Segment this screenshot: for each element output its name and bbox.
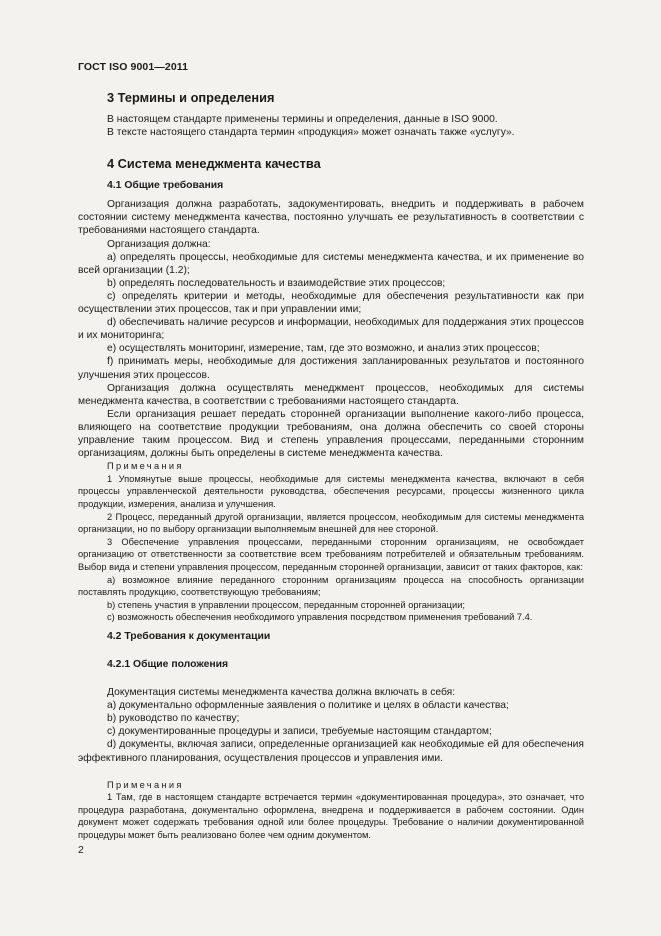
- paragraph: Организация должна разработать, задокументировать, внедрить и поддерживать в рабочем состоянии систему менеджмента качества, постоянно улучшать ее результативность в соответствии с требованиями настоящего стандарта.: [78, 199, 584, 237]
- section-4-2-title: 4.2 Требования к документации: [107, 630, 271, 642]
- note: 1 Упомянутые выше процессы, необходимые для системы менеджмента качества, включают в себя процессы управленческой деятельности руководства, обеспечения ресурсами, процессы жизненного цикла продукции, измерения, анализа и улучшения.: [78, 473, 584, 509]
- list-item: c) определять критерии и методы, необходимые для обеспечения результативности как при осуществлении этих процессов, так и при управлении ими;: [78, 290, 584, 316]
- note: 1 Там, где в настоящем стандарте встречается термин «документированная процедура», это означает, что процедура разработана, документально оформлена, внедрена и поддерживается в рабочем состоянии. Один документ может содержать требования одной или более процедуры. Требование о наличии документированной процедуры может быть реализовано более чем одним документом.: [78, 792, 584, 840]
- note-list-item: b) степень участия в управлении процессом, переданным сторонней организации;: [107, 599, 465, 610]
- section-4-1-title: 4.1 Общие требования: [107, 180, 224, 192]
- document-body: [78, 90, 584, 842]
- paragraph: В тексте настоящего стандарта термин «продукция» может означать также «услугу».: [107, 127, 515, 139]
- note: 2 Процесс, переданный другой организации, является процессом, необходимым для системы менеджмента организации, но по выбору организации выполняемым внешней для нее стороной.: [78, 511, 584, 535]
- paragraph: Организация должна:: [107, 238, 211, 250]
- section-4-2-1-title: 4.2.1 Общие положения: [107, 658, 229, 670]
- note: 3 Обеспечение управления процессами, переданными сторонним организациям, не освобождает организацию от ответственности за соответствие всем требованиям потребителей и обязательным требованиям. Выбор вида и степени управления процессом, переданным сторонней организации, зависит от таких факторов, как:: [78, 536, 584, 572]
- list-item: d) обеспечивать наличие ресурсов и информации, необходимых для поддержания этих процессов и их мониторинга;: [78, 317, 584, 342]
- page-number: 2: [78, 844, 84, 856]
- paragraph: В настоящем стандарте применены термины и определения, данные в ISO 9000.: [107, 114, 498, 125]
- section-3-title: 3 Термины и определения: [107, 90, 275, 105]
- list-item: e) осуществлять мониторинг, измерение, там, где это возможно, и анализ этих процессов;: [107, 343, 540, 355]
- paragraph: Организация должна осуществлять менеджмент процессов, необходимых для системы менеджмента качества, в соответствии с требованиями настоящего стандарта.: [78, 382, 584, 407]
- list-item: b) руководство по качеству;: [107, 713, 240, 725]
- notes-label: Примечания: [107, 779, 184, 790]
- list-item: c) документированные процедуры и записи, требуемые настоящим стандартом;: [107, 726, 492, 738]
- note-list-item: a) возможное влияние переданного сторонним организациям процесса на способность организации поставлять продукцию, соответствующую требованиям;: [78, 574, 584, 598]
- notes-label: Примечания: [107, 461, 184, 472]
- list-item: a) документально оформленные заявления о политике и целях в области качества;: [107, 700, 509, 712]
- note-list-item: c) возможность обеспечения необходимого управления посредством применения требований 7.4.: [107, 612, 533, 623]
- list-item: b) определять последовательность и взаимодействие этих процессов;: [107, 277, 446, 289]
- list-item: d) документы, включая записи, определенные организацией как необходимые ей для обеспечения эффективного планирования, осуществления процессов и управления ими.: [78, 739, 584, 764]
- list-item: a) определять процессы, необходимые для системы менеджмента качества, и их применение во всей организации (1.2);: [78, 251, 584, 276]
- paragraph: Если организация решает передать сторонней организации выполнение какого-либо процесса, влияющего на соответствие продукции требованиям, она должна обеспечить со своей стороны управление таким процессом. Вид и степень управления процессами, переданными сторонним организациям, должны быть определены в системе менеджмента качества.: [78, 408, 584, 460]
- section-4-title: 4 Система менеджмента качества: [107, 156, 321, 172]
- standard-header: ГОСТ ISO 9001—2011: [78, 61, 189, 73]
- list-item: f) принимать меры, необходимые для достижения запланированных результатов и постоянного улучшения этих процессов.: [78, 356, 584, 381]
- paragraph: Документация системы менеджмента качества должна включать в себя:: [107, 687, 456, 699]
